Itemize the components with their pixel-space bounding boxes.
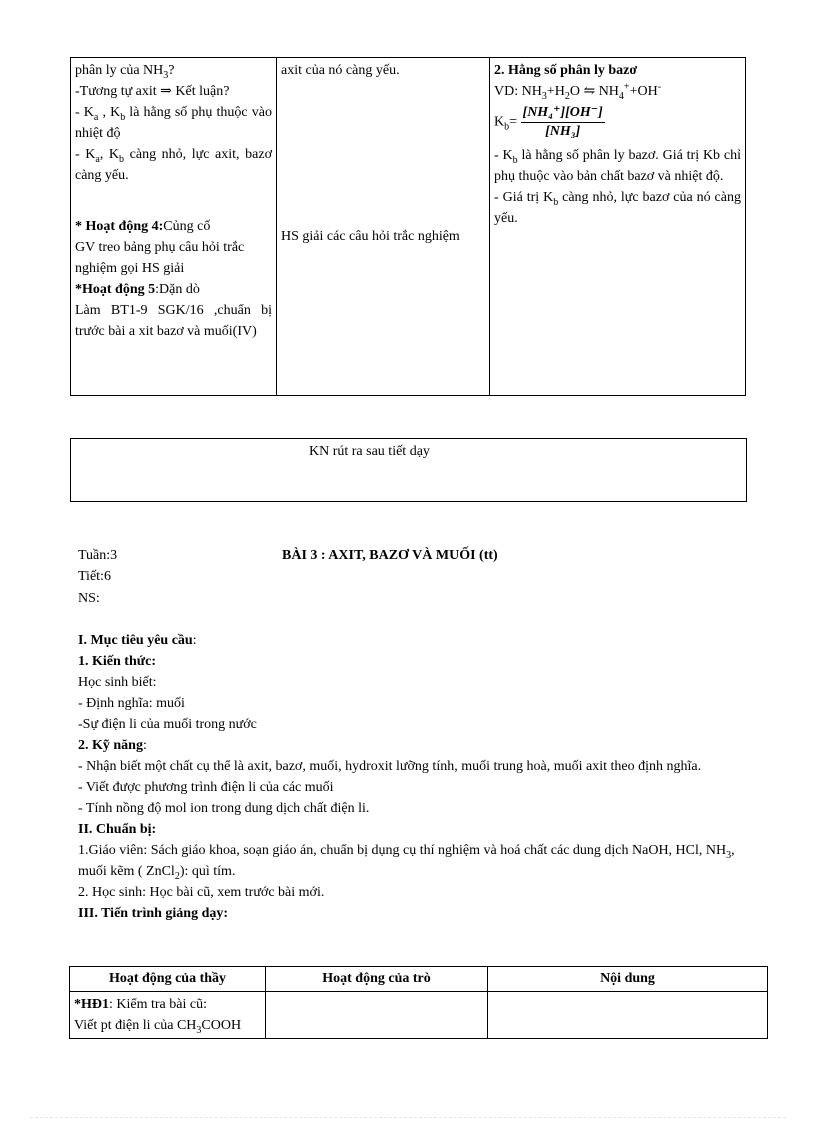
hd1-content-cell	[488, 992, 768, 1039]
ns-label: NS:	[78, 591, 100, 606]
student-activity-cell: axit của nó càng yếu. HS giải các câu hỏi trắc nghiệm	[277, 58, 490, 396]
lesson-body: I. Mục tiêu yêu cầu: 1. Kiến thức: Học sinh biết: - Định nghĩa: muối -Sự điện li của muối trong nước 2. Kỹ năng: - Nhận biết một chất cụ thể là axit, bazơ, muối, hydroxit lưỡng tính, muối trung hoà, muối axit theo định nghĩa. - Viết được phương trình điện li của các muối - Tính nồng độ mol ion trong dung dịch chất điện li. II. Chuẩn bị: 1.Giáo viên: Sách giáo khoa, soạn giáo án, chuẩn bị dụng cụ thí nghiệm và hoá chất các dung dịch NaOH, HCl, $NH_3$, muối kẽm ( ZnCl$_2$): quì tím. 2. Học sinh: Học bài cũ, xem trước bài mới. III. Tiến trình giảng dạy:	[78, 633, 735, 921]
header-student: Hoạt động của trò	[266, 967, 488, 992]
hd1-student-cell	[266, 992, 488, 1039]
lesson-title: BÀI 3 : AXIT, BAZƠ VÀ MUỐI (tt)	[282, 548, 498, 563]
kb-formula: $K_b=$ $\frac{\text{[NH₄⁺][OH⁻]}}{\text{[NH₃]}}$	[494, 105, 603, 139]
teacher-activity-cell: phân ly của $NH_3$? -Tương tự axit ⇒ Kết luận? - $K_a$ , $K_b$ là hằng số phụ thuộc vào nhiệt độ - $K_a$, $K_b$ càng nhỏ, lực axit, bazơ càng yếu. * Hoạt động 4:Củng cố GV treo bảng phụ câu hỏi trắc nghiệm gọi HS giải *Hoạt động 5:Dặn dò Làm BT1-9 SGK/16 ,chuẩn bị trước bài a xit bazơ và muối(IV)	[71, 58, 277, 396]
activity-table	[69, 966, 768, 1039]
header-content: Nội dung	[488, 967, 768, 992]
week-label: Tuần:3	[78, 548, 118, 563]
hd1-cell: *HĐ1: Kiểm tra bài cũ: Viết pt điện li của $CH_3COOH$	[70, 992, 266, 1039]
content-cell: 2. Hằng số phân ly bazơ VD: $NH_3+H_2O$ ⇋ $NH_4^++OH^-$ $K_b=$ $\frac{\text{[NH₄⁺][OH⁻]}}{\text{[NH₃]}}$ - $K_b$ là hằng số phân ly bazơ. Giá trị Kb chỉ phụ thuộc vào bản chất bazơ và nhiệt độ. - Giá trị $K_b$ càng nhỏ, lực bazơ của nó càng yếu.	[490, 58, 746, 396]
period-label: Tiết:6	[78, 569, 111, 584]
page-edge-line	[30, 1117, 786, 1118]
kn-notes-box	[70, 438, 747, 502]
header-teacher: Hoạt động của thầy	[70, 967, 266, 992]
kn-label: KN rút ra sau tiết dạy	[309, 444, 430, 459]
top-lesson-table	[70, 57, 746, 396]
